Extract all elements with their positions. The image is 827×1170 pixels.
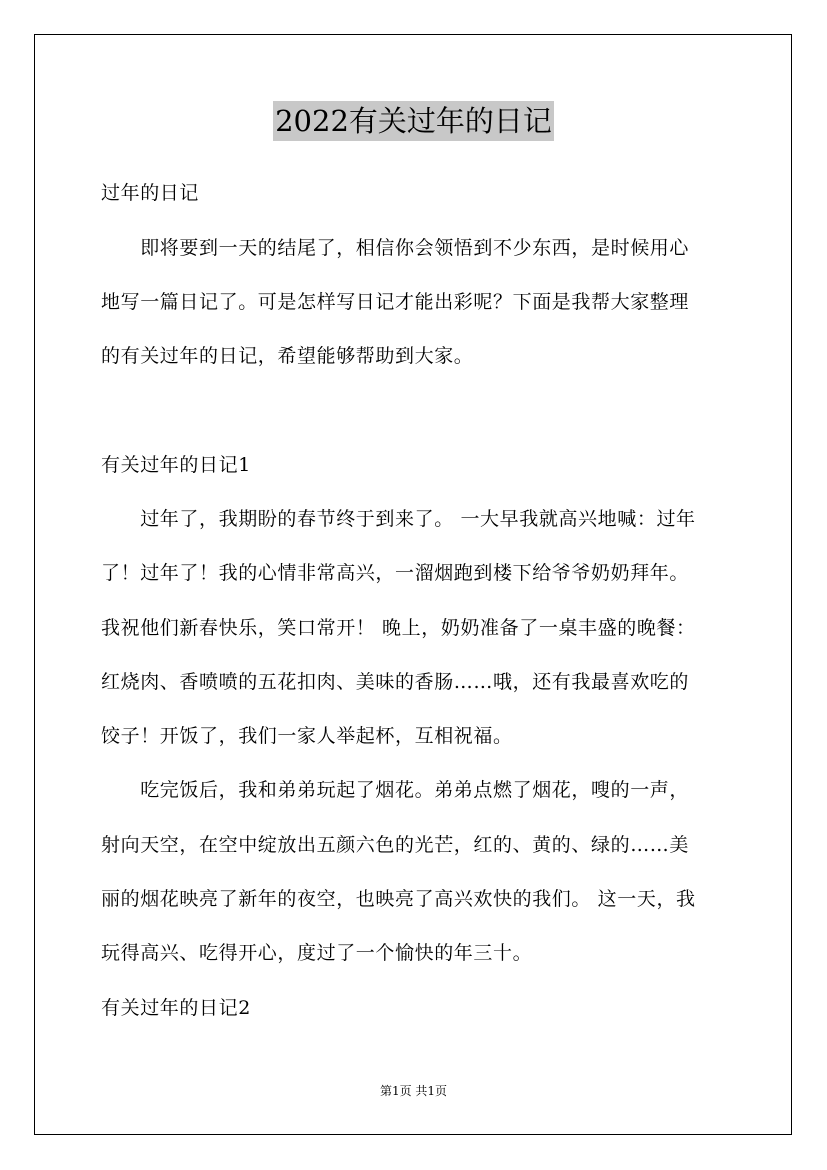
title-container — [0, 101, 827, 141]
diary-1-line-6: 吃完饭后，我和弟弟玩起了烟花。弟弟点燃了烟花，嗖的一声， — [101, 779, 690, 801]
diary-2-heading: 有关过年的日记2 — [101, 997, 251, 1019]
intro-line-3: 的有关过年的日记，希望能够帮助到大家。 — [101, 345, 474, 367]
diary-1-line-9: 玩得高兴、吃得开心，度过了一个愉快的年三十。 — [101, 942, 533, 964]
diary-1-line-8: 丽的烟花映亮了新年的夜空，也映亮了高兴欢快的我们。 这一天，我 — [101, 888, 696, 910]
intro-line-2: 地写一篇日记了。可是怎样写日记才能出彩呢？下面是我帮大家整理 — [101, 291, 690, 313]
intro-line-1: 即将要到一天的结尾了，相信你会领悟到不少东西，是时候用心 — [101, 237, 690, 259]
page-footer: 第1页 共1页 — [379, 1084, 448, 1098]
diary-1-line-5: 饺子！开饭了，我们一家人举起杯，互相祝福。 — [101, 725, 513, 747]
diary-1-line-4: 红烧肉、香喷喷的五花扣肉、美味的香肠……哦，还有我最喜欢吃的 — [101, 671, 690, 693]
diary-1-line-1: 过年了，我期盼的春节终于到来了。 一大早我就高兴地喊：过年 — [101, 508, 696, 530]
diary-1-line-7: 射向天空，在空中绽放出五颜六色的光芒，红的、黄的、绿的……美 — [101, 834, 690, 856]
diary-1-line-3: 我祝他们新春快乐，笑口常开！ 晚上，奶奶准备了一桌丰盛的晚餐： — [101, 617, 696, 639]
diary-1-heading: 有关过年的日记1 — [101, 454, 251, 476]
section-heading: 过年的日记 — [101, 182, 200, 204]
diary-1-line-2: 了！过年了！我的心情非常高兴，一溜烟跑到楼下给爷爷奶奶拜年。 — [101, 562, 690, 584]
document-title: 2022有关过年的日记 — [273, 101, 554, 141]
